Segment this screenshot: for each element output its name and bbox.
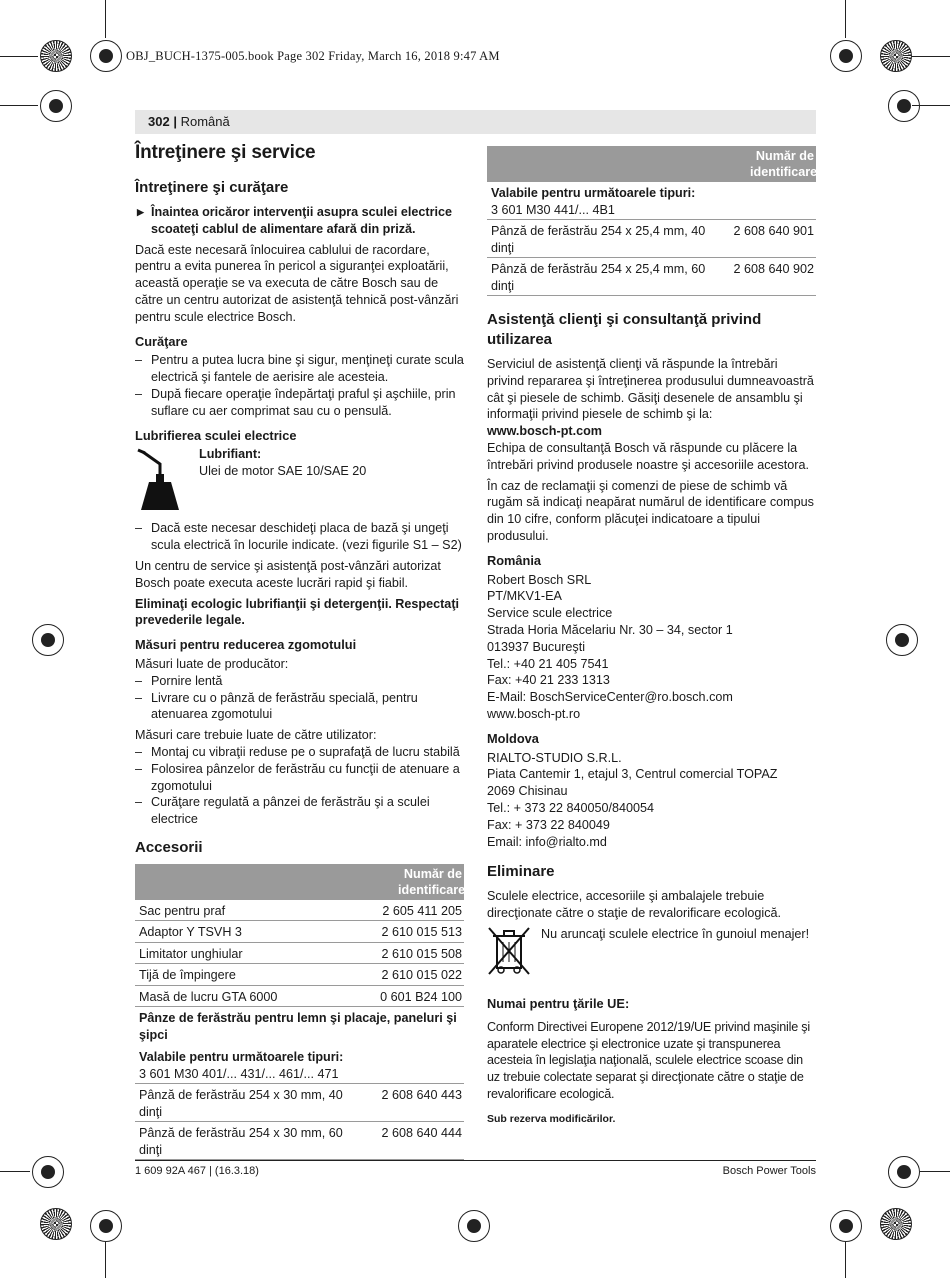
table-cell: Adaptor Y TSVH 3 xyxy=(135,921,369,943)
valid-types: 3 601 M30 441/... 4B1 xyxy=(491,202,615,217)
eu-heading: Numai pentru ţările UE: xyxy=(487,995,630,1011)
registration-mark xyxy=(90,1210,122,1242)
support-link[interactable]: www.bosch-pt.com xyxy=(487,424,602,439)
crop-mark xyxy=(105,1242,106,1278)
table-row xyxy=(135,921,464,943)
user-list xyxy=(135,744,464,828)
user-label: Măsuri care trebuie luate de către utilizator: xyxy=(135,728,377,743)
printer-slug: OBJ_BUCH-1375-005.book Page 302 Friday, March 16, 2018 9:47 AM xyxy=(126,49,500,63)
cleaning-list xyxy=(135,352,464,419)
table-header: Număr de identificare xyxy=(750,149,818,179)
table-row xyxy=(135,1084,464,1122)
table-cell: 2 608 640 902 xyxy=(729,258,816,296)
bin-block xyxy=(487,926,816,982)
table-header: Număr de identificare xyxy=(398,866,466,897)
address-line: Robert Bosch SRL xyxy=(487,572,592,587)
lube-heading: Lubrifierea sculei electrice xyxy=(135,427,297,443)
accessories-table xyxy=(135,864,464,1161)
page-number: 302 xyxy=(148,114,170,129)
table-cell: Pânză de ferăstrău 254 x 30 mm, 60 dinţi xyxy=(135,1122,369,1160)
lubricant-value: Ulei de motor SAE 10/SAE 20 xyxy=(199,464,367,479)
support-text: Serviciul de asistenţă clienţi vă răspunde la întrebări privind repararea şi întreţinerea produsului dumneavoastră cât şi piesele de schimb. Găsiţi desenele de ansamblu şi informaţii privind piesele de schimb şi la: xyxy=(487,357,814,422)
registration-mark xyxy=(886,624,918,656)
disposal-text: Sculele electrice, accesoriile şi ambalajele trebuie direcţionate către o staţie de revalorificare ecologică. xyxy=(487,889,782,921)
table-cell: 2 608 640 901 xyxy=(729,220,816,258)
table-row xyxy=(135,1007,464,1047)
registration-mark xyxy=(32,1156,64,1188)
lubricant-label: Lubrifiant: xyxy=(199,447,262,462)
registration-mark xyxy=(90,40,122,72)
color-target-bottom-left xyxy=(40,1208,72,1240)
manufacturer-label: Măsuri luate de producător: xyxy=(135,656,289,671)
romania-heading: România xyxy=(487,552,542,568)
page-footer xyxy=(135,1160,816,1177)
color-target-top-right xyxy=(880,40,912,72)
table-cell: 2 610 015 513 xyxy=(369,921,464,943)
lube-list xyxy=(135,520,464,554)
romania-address xyxy=(487,572,816,723)
registration-mark xyxy=(830,1210,862,1242)
table-valid-types xyxy=(135,1046,464,1084)
safety-warning: ▶ Înaintea oricăror intervenţii asupra sculei electrice scoateţi cablul de alimentare afară din priză. xyxy=(135,204,464,238)
footer-brand: Bosch Power Tools xyxy=(722,1165,816,1177)
address-line: 2069 Chisinau xyxy=(487,784,568,799)
table-row xyxy=(487,220,816,258)
bin-text: Nu aruncaţi sculele electrice în gunoiul menajer! xyxy=(541,926,810,941)
registration-mark xyxy=(40,90,72,122)
registration-mark xyxy=(888,90,920,122)
crop-mark xyxy=(0,56,38,57)
registration-mark xyxy=(888,1156,920,1188)
address-line: Piata Cantemir 1, etajul 3, Centrul comercial TOPAZ xyxy=(487,767,778,782)
cleaning-heading: Curăţare xyxy=(135,333,188,349)
email-link[interactable]: E-Mail: BoschServiceCenter@ro.bosch.com xyxy=(487,690,733,705)
address-line: Tel.: +40 21 405 7541 xyxy=(487,656,609,671)
crop-mark xyxy=(105,0,106,38)
color-target-top-left xyxy=(40,40,72,72)
reserve-note: Sub rezerva modificărilor. xyxy=(487,1112,616,1125)
blades-table xyxy=(487,146,816,296)
maintenance-heading: Întreţinere şi curăţare xyxy=(135,179,289,196)
table-group-heading: Pânze de ferăstrău pentru lemn şi placaje, paneluri şi şipci xyxy=(139,1011,457,1042)
address-line: Fax: +40 21 233 1313 xyxy=(487,673,610,688)
table-cell: Sac pentru praf xyxy=(135,900,369,921)
registration-mark xyxy=(32,624,64,656)
address-line: Tel.: + 373 22 840050/840054 xyxy=(487,800,655,815)
table-row xyxy=(135,942,464,964)
table-row xyxy=(487,182,816,220)
crossed-bin-icon xyxy=(487,926,541,982)
left-column xyxy=(135,142,464,1160)
table-row xyxy=(135,1122,464,1160)
table-cell: Pânză de ferăstrău 254 x 25,4 mm, 60 dinţi xyxy=(487,258,729,296)
table-cell: 2 608 640 443 xyxy=(369,1084,464,1122)
website-link[interactable]: www.bosch-pt.ro xyxy=(487,706,581,721)
address-line: RIALTO-STUDIO S.R.L. xyxy=(487,750,622,765)
table-cell: Masă de lucru GTA 6000 xyxy=(135,985,369,1007)
list-item: – Pentru a putea lucra bine şi sigur, menţineţi curate scula electrică şi fantele de aerisire ale acesteia. xyxy=(135,352,464,386)
table-row xyxy=(135,985,464,1007)
list-item: – Dacă este necesar deschideţi placa de bază şi ungeţi scula electrică în locurile indicate. (vezi figurile S1 – S2) xyxy=(135,520,464,554)
list-item: – Livrare cu o pânză de ferăstrău specială, pentru atenuarea zgomotului xyxy=(135,690,464,724)
manufacturer-list xyxy=(135,673,464,723)
address-line: Strada Horia Măcelariu Nr. 30 – 34, sector 1 xyxy=(487,622,733,637)
valid-label: Valabile pentru următoarele tipuri: xyxy=(139,1050,344,1065)
crop-mark xyxy=(0,105,38,106)
address-line: Fax: + 373 22 840049 xyxy=(487,817,610,832)
address-line: PT/MKV1-EA xyxy=(487,589,562,604)
color-target-bottom-right xyxy=(880,1208,912,1240)
table-cell: Pânză de ferăstrău 254 x 30 mm, 40 dinţi xyxy=(135,1084,369,1122)
table-row xyxy=(487,258,816,296)
table-row xyxy=(135,964,464,986)
crop-mark xyxy=(920,1171,950,1172)
table-cell: 2 605 411 205 xyxy=(369,900,464,921)
valid-label: Valabile pentru următoarele tipuri: xyxy=(491,186,696,200)
table-cell: Tijă de împingere xyxy=(135,964,369,986)
table-valid-types xyxy=(487,182,816,220)
disposal-heading: Eliminare xyxy=(487,863,555,881)
eco-text: Eliminaţi ecologic lubrifianţii şi detergenţii. Respectaţi prevederile legale. xyxy=(135,596,460,628)
page-header: 302 | Română xyxy=(148,114,230,129)
crop-mark xyxy=(912,56,950,57)
list-item: – După fiecare operaţie îndepărtaţi praful şi aşchiile, prin suflare cu aer comprimat sau cu o pensulă. xyxy=(135,386,464,420)
email-link[interactable]: Email: info@rialto.md xyxy=(487,834,607,849)
list-item: – Montaj cu vibraţii reduse pe o suprafaţă de lucru stabilă xyxy=(135,744,464,761)
accessories-heading: Accesorii xyxy=(135,838,203,856)
footer-doc-id: 1 609 92A 467 | (16.3.18) xyxy=(135,1165,259,1177)
right-column xyxy=(487,146,816,1127)
list-item: – Curăţare regulată a pânzei de ferăstrău şi a sculei electrice xyxy=(135,794,464,828)
registration-mark xyxy=(830,40,862,72)
valid-types: 3 601 M30 401/... 431/... 461/... 471 xyxy=(139,1066,339,1081)
table-row xyxy=(135,900,464,921)
crop-mark xyxy=(845,1242,846,1278)
lubricant-block xyxy=(135,446,464,518)
page-header-bar xyxy=(135,110,816,134)
moldova-address xyxy=(487,750,816,851)
service-text: Un centru de service şi asistenţă post-vânzări autorizat Bosch poate executa aceste lucrări rapid şi fiabil. xyxy=(135,558,441,590)
crop-mark xyxy=(0,1171,30,1172)
list-item: – Pornire lentă xyxy=(135,673,464,690)
support-heading: Asistenţă clienţi şi consultanţă privind utilizarea xyxy=(487,311,762,348)
eu-text: Conform Directivei Europene 2012/19/UE privind maşinile şi aparatele electrice şi electronice uzate şi transpunerea acesteia în legislaţia naţională, sculele electrice scoase din uz trebuie colectate separat şi direcţionate către o staţie de revalorificare ecologică. xyxy=(487,1019,810,1101)
oil-can-icon xyxy=(135,446,199,518)
table-cell: Limitator unghiular xyxy=(135,942,369,964)
cable-text: Dacă este necesară înlocuirea cablului de racordare, pentru a evita punerea în pericol a siguranţei exploatării, această operaţie se va executa de către Bosch sau de către un centru autorizat de asistenţă tehnică post-vânzări pentru scule electrice Bosch. xyxy=(135,242,459,324)
moldova-heading: Moldova xyxy=(487,730,539,746)
page-title: Întreţinere şi service xyxy=(135,142,316,163)
header-language: Română xyxy=(180,114,230,129)
list-item: – Folosirea pânzelor de ferăstrău cu funcţii de atenuare a zgomotului xyxy=(135,761,464,795)
table-cell: 2 608 640 444 xyxy=(369,1122,464,1160)
registration-mark xyxy=(458,1210,490,1242)
table-cell: 0 601 B24 100 xyxy=(369,985,464,1007)
support-text-2: Echipa de consultanţă Bosch vă răspunde cu plăcere la întrebări privind produsele noastre şi accesoriile acestora. xyxy=(487,440,810,472)
noise-heading: Măsuri pentru reducerea zgomotului xyxy=(135,637,357,653)
table-cell: 2 610 015 508 xyxy=(369,942,464,964)
support-text-3: În caz de reclamaţii şi comenzi de piese de schimb vă rugăm să indicaţi neapărat numărul de identificare compus din 10 cifre, conform plăcuţei indicatoare a tipului produsului. xyxy=(487,478,814,543)
crop-mark xyxy=(912,105,950,106)
table-row xyxy=(135,1046,464,1084)
address-line: 013937 Bucureşti xyxy=(487,639,586,654)
table-cell: 2 610 015 022 xyxy=(369,964,464,986)
table-cell: Pânză de ferăstrău 254 x 25,4 mm, 40 dinţi xyxy=(487,220,729,258)
crop-mark xyxy=(845,0,846,38)
address-line: Service scule electrice xyxy=(487,606,613,621)
